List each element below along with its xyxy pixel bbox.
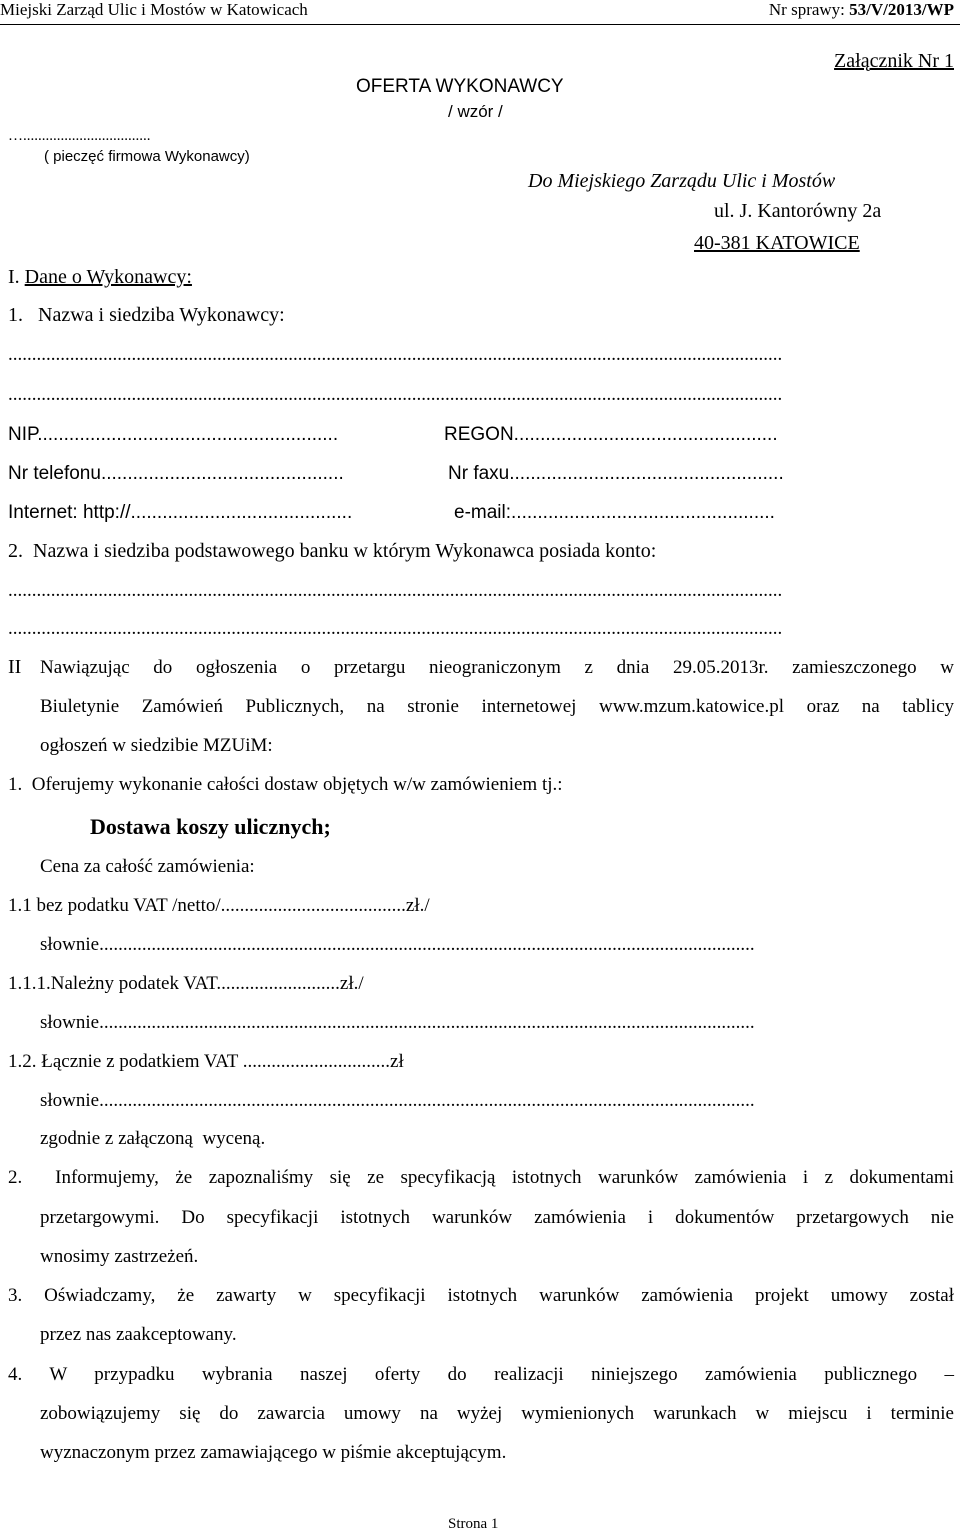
bank-line2: ................................................................................................................................................................... [8,618,783,639]
price-label: Cena za całość zamówienia: [40,856,255,877]
item4-line3: wyznaczonym przez zamawiającego w piśmie akceptującym. [40,1442,507,1463]
header-org: Miejski Zarząd Ulic i Mostów w Katowicach [0,0,308,19]
vat-line: 1.1.1.Należny podatek VAT..........................zł./ [8,973,364,994]
attachment-label: Załącznik Nr 1 [834,50,954,72]
bank-label: 2. Nazwa i siedziba podstawowego banku w którym Wykonawca posiada konto: [8,540,657,562]
document-title: OFERTA WYKONAWCY [356,76,564,97]
section2-intro-line2: Biuletynie Zamówień Publicznych, na stronie internetowej www.mzum.katowice.pl oraz na tablicy [40,696,954,717]
section1-title: Dane o Wykonawcy: [24,266,192,288]
header-rule [0,24,960,25]
net-price-words: słownie.......................................................................................................................................... [40,934,755,955]
according-note: zgodnie z załączoną wyceną. [40,1128,266,1149]
header-case [769,0,954,20]
section2-intro-line1: Nawiązując do ogłoszenia o przetargu nieograniczonym z dnia 29.05.2013r. zamieszczonego w [40,657,954,678]
item3-line1: 3. Oświadczamy, że zawarty w specyfikacji istotnych warunków zamówienia projekt umowy został [8,1285,954,1306]
section1-num: I. [8,266,20,288]
email-field: e-mail:.................................................. [454,502,775,523]
contractor-name-line1: ................................................................................................................................................................... [8,344,783,365]
delivery-tail: ; [323,814,331,839]
item3-line2: przez nas zaakceptowany. [40,1324,237,1345]
vat-words: słownie.......................................................................................................................................... [40,1012,755,1033]
phone-field: Nr telefonu.............................................. [8,463,344,484]
addressee-line3: 40-381 KATOWICE [694,232,860,254]
bank-line1: ................................................................................................................................................................... [8,580,783,601]
nip-field: NIP......................................................... [8,424,339,445]
addressee-line1: Do Miejskiego Zarządu Ulic i Mostów [528,170,836,192]
offer-item1: 1. Oferujemy wykonanie całości dostaw objętych w/w zamówieniem tj.: [8,774,563,795]
item2-line3: wnosimy zastrzeżeń. [40,1246,199,1267]
item4-line2: zobowiązujemy się do zawarcia umowy na wyżej wymienionych warunkach w miejscu i terminie [40,1403,954,1424]
item2-line1: 2. Informujemy, że zapoznaliśmy się ze specyfikacją istotnych warunków zamówienia i z dokumentami [8,1167,954,1188]
gross-line: 1.2. Łącznie z podatkiem VAT ...............................zł [8,1051,404,1072]
page-number: Strona 1 [448,1516,499,1532]
section2-num: II [8,656,22,678]
case-label: Nr sprawy: [768,0,845,19]
net-price-line: 1.1 bez podatku VAT /netto/.......................................zł./ [8,895,430,916]
delivery-subject [90,814,331,840]
regon-field: REGON.................................................. [444,424,778,445]
section2-intro-line3: ogłoszeń w siedzibie MZUiM: [40,735,273,756]
contractor-name-line2: ................................................................................................................................................................... [8,384,783,405]
contractor-name-label: 1. Nazwa i siedziba Wykonawcy: [8,304,285,326]
delivery-title: Dostawa koszy ulicznych [90,814,324,839]
item2-line2: przetargowymi. Do specyfikacji istotnych warunków zamówienia i dokumentów przetargowych nie [40,1207,954,1228]
document-subtitle: / wzór / [448,102,503,121]
stamp-dots: ….................................. [8,128,151,144]
fax-field: Nr faxu.................................................... [448,463,784,484]
addressee-line2: ul. J. Kantorówny 2a [714,200,882,222]
gross-words: słownie.......................................................................................................................................... [40,1090,755,1111]
section1-heading [8,266,192,289]
case-number: 53/V/2013/WP [849,0,954,19]
item4-line1: 4. W przypadku wybrania naszej oferty do realizacji niniejszego zamówienia publicznego – [8,1364,954,1385]
stamp-label: ( pieczęć firmowa Wykonawcy) [44,148,250,165]
internet-field: Internet: http://.......................................... [8,502,353,523]
